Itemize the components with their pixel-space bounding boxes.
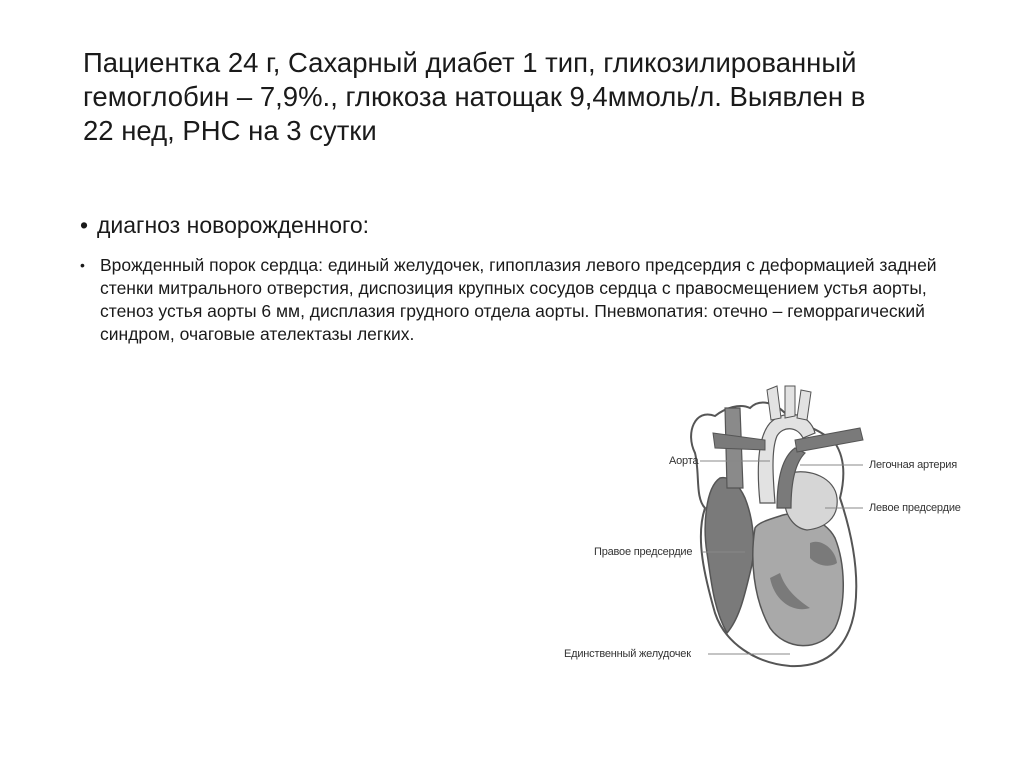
bullet-text: диагноз новорожденного: — [97, 212, 370, 238]
bullet-marker: • — [80, 257, 85, 273]
arch-vessel-2 — [785, 386, 795, 418]
bullet-marker: • — [80, 212, 89, 238]
label-left-atrium: Левое предсердие — [869, 502, 961, 514]
bullet-newborn-diagnosis — [80, 211, 880, 239]
label-aorta: Аорта — [669, 455, 699, 467]
heart-diagram — [545, 378, 985, 678]
label-right-atrium: Правое предсердие — [594, 546, 693, 558]
arch-vessel-3 — [797, 390, 811, 420]
label-single-ventricle: Единственный желудочек — [564, 648, 691, 660]
label-pulmonary-artery: Легочная артерия — [869, 459, 957, 471]
bullet-heart-defect-description — [80, 254, 940, 346]
heart-illustration — [545, 378, 985, 678]
bullet-text: Врожденный порок сердца: единый желудочек, гипоплазия левого предсердия с деформацией задней стенки митрального отверстия, диспозиция крупных сосудов сердца с правосмещением устья аорты, стеноз устья аорты 6 мм, дисплазия грудного отдела аорты. Пневмопатия: отечно – геморрагический синдром, очаговые ателектазы легких. — [100, 255, 937, 344]
slide-title: Пациентка 24 г, Сахарный диабет 1 тип, гликозилированный гемоглобин – 7,9%., глюкоза натощак 9,4ммоль/л. Выявлен в 22 нед, РНС на 3 сутки — [83, 47, 866, 146]
